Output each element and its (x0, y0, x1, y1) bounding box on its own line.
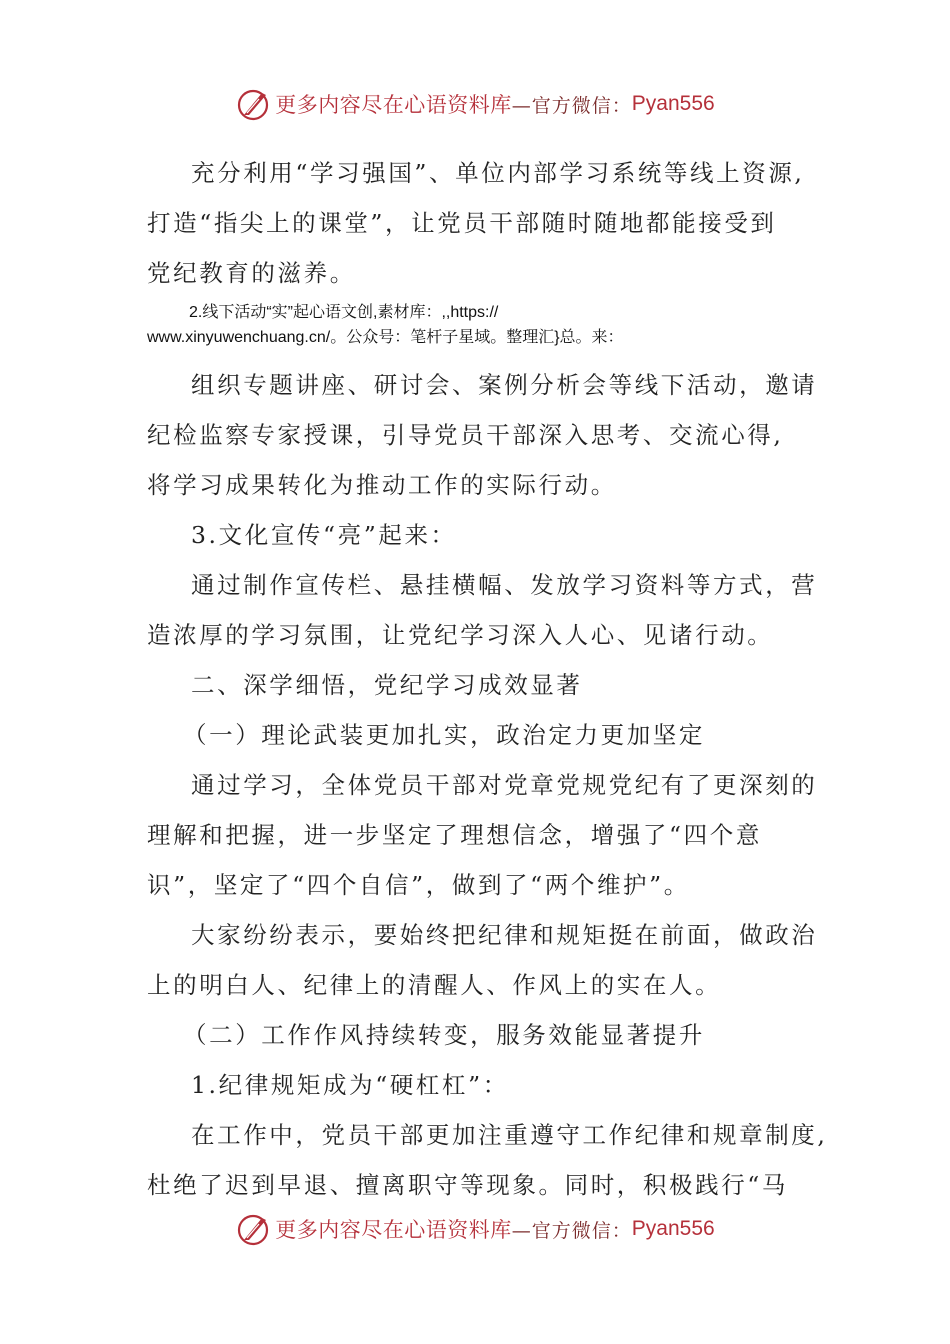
source-note-line: www.xinyuwenchuang.cn/。公众号：笔杆子星域。整理汇}总。来： (147, 329, 624, 346)
paragraph-line: 造浓厚的学习氛围，让党纪学习深入人心、见诸行动。 (147, 621, 774, 649)
banner-contact: —官方微信： (511, 94, 632, 117)
header-banner (0, 84, 950, 124)
banner-brand: 更多内容尽在心语资料库 (275, 93, 512, 117)
footer-banner (0, 1209, 950, 1249)
subheading: 1.纪律规矩成为“硬杠杠”： (191, 1071, 509, 1099)
paragraph-line: 打造“指尖上的课堂”，让党员干部随时随地都能接受到 (147, 209, 777, 237)
paragraph-line: 识”，坚定了“四个自信”，做到了“两个维护”。 (147, 871, 690, 899)
subsection-heading: （二）工作作风持续转变，服务效能显著提升 (183, 1021, 705, 1049)
subheading: 3.文化宣传“亮”起来： (191, 521, 457, 549)
quill-pen-logo-icon (235, 86, 271, 122)
paragraph-line: 充分利用“学习强国”、单位内部学习系统等线上资源, (191, 159, 805, 187)
document-body (147, 148, 828, 1210)
paragraph-line: 通过学习，全体党员干部对党章党规党纪有了更深刻的 (191, 771, 818, 799)
paragraph-line: 理解和把握，进一步坚定了理想信念，增强了“四个意 (147, 821, 762, 849)
quill-pen-logo-icon (235, 1211, 271, 1247)
paragraph-line: 纪检监察专家授课，引导党员干部深入思考、交流心得, (147, 421, 784, 449)
paragraph-line: 党纪教育的滋养。 (147, 259, 356, 287)
paragraph-line: 上的明白人、纪律上的清醒人、作风上的实在人。 (147, 971, 722, 999)
paragraph-line: 通过制作宣传栏、悬挂横幅、发放学习资料等方式，营 (191, 571, 818, 599)
section-heading: 二、深学细悟，党纪学习成效显著 (191, 671, 583, 699)
paragraph-line: 将学习成果转化为推动工作的实际行动。 (147, 471, 617, 499)
banner-contact: —官方微信： (511, 1219, 632, 1242)
banner-wechat-id: Pyan556 (631, 92, 715, 115)
banner-wechat-id: Pyan556 (631, 1217, 715, 1240)
subsection-heading: （一）理论武装更加扎实，政治定力更加坚定 (183, 721, 705, 749)
paragraph-line: 组织专题讲座、研讨会、案例分析会等线下活动，邀请 (191, 371, 818, 399)
banner-brand: 更多内容尽在心语资料库 (275, 1218, 512, 1242)
paragraph-line: 在工作中，党员干部更加注重遵守工作纪律和规章制度, (191, 1121, 828, 1149)
paragraph-line: 杜绝了迟到早退、擅离职守等现象。同时，积极践行“马 (147, 1171, 789, 1199)
paragraph-line: 大家纷纷表示，要始终把纪律和规矩挺在前面，做政治 (191, 921, 818, 949)
source-note-line: 2.线下活动“实”起心语文创,素材库：,,https:// (189, 304, 499, 321)
